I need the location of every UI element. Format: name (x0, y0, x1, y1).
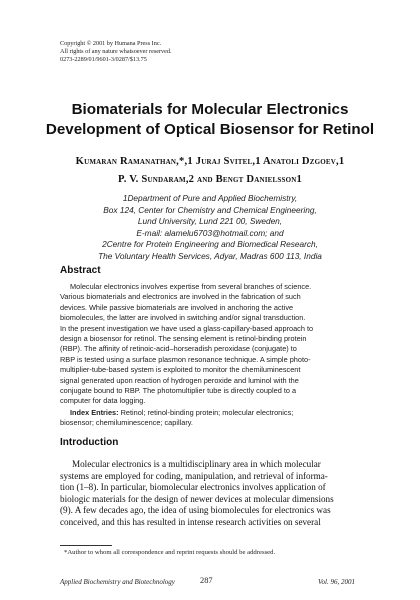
article-code: 0273-2289/01/9601-3/0287/$13.75 (60, 56, 147, 63)
copyright-line: Copyright © 2001 by Humana Press Inc. (60, 40, 162, 47)
affiliation-line: Box 124, Center for Chemistry and Chemical Engineering, (103, 204, 317, 215)
abstract-line: Various biomaterials and electronics are involved in the fabrication of such (60, 292, 301, 302)
affiliation-line: The Voluntary Health Services, Adyar, Madras 600 113, India (98, 250, 322, 261)
index-entries-text: Retinol; retinol-binding protein; molecular electronics; (118, 408, 294, 417)
intro-line: (9). A few decades ago, the idea of using biomolecules for electronics was (60, 505, 331, 516)
volume-info: Vol. 96, 2001 (318, 578, 355, 586)
abstract-line: Molecular electronics involves expertise from several branches of science. (70, 282, 312, 291)
intro-line: biologic materials for the design of newer devices at molecular dimensions (60, 493, 334, 504)
abstract-line: multiplier-tube-based system is exploited to monitor the chemiluminescent (60, 365, 301, 375)
affiliations (30, 193, 390, 263)
abstract-line: design a biosensor for retinol. The sensing element is retinol-binding protein (60, 334, 307, 344)
author-list (30, 153, 390, 189)
copyright-notice (60, 40, 320, 64)
index-entries-line-2: biosensor; chemiluminescence; capillary. (60, 418, 193, 428)
intro-line: tion (1–8). In particular, biomolecular electronics involves application of (60, 482, 326, 493)
abstract-line: biomolecules, the latter are involved in switching and/or signal transduction. (60, 313, 306, 323)
correspondence-footnote: *Author to whom all correspondence and reprint requests should be addressed. (64, 549, 276, 556)
affiliation-line: Lund University, Lund 221 00, Sweden, (137, 216, 283, 227)
title-line-1: Biomaterials for Molecular Electronics (71, 101, 349, 118)
abstract-line: In the present investigation we have used a glass-capillary-based approach to (60, 323, 314, 333)
title-line-2: Development of Optical Biosensor for Retinol (45, 121, 375, 138)
page-number: 287 (200, 576, 213, 585)
abstract-body (60, 282, 360, 407)
index-entries-line-1 (60, 408, 360, 418)
affiliation-line: 1Department of Pure and Applied Biochemistry, (122, 193, 298, 203)
abstract-line: computer for data logging. (60, 396, 146, 406)
paper-title (40, 100, 380, 140)
affiliation-email: E-mail: alamelu6703@hotmail.com; and (136, 227, 284, 238)
rights-line: All rights of any nature whatsoever reserved. (60, 48, 172, 55)
intro-line: systems are employed for coding, manipulation, and retrieval of informa- (60, 470, 328, 481)
abstract-line: devices. While passive biomaterials are involved in anchoring the active (60, 302, 294, 312)
authors-line-2: P. V. Sundaram,2 and Bengt Danielsson1 (118, 174, 302, 185)
abstract-line: RBP is tested using a surface plasmon resonance technique. A simple photo- (60, 354, 311, 364)
index-entries-label: Index Entries: (70, 408, 119, 417)
abstract-line: signal generated upon reaction of hydrogen peroxide and luminol with the (60, 375, 299, 385)
affiliation-line: 2Centre for Protein Engineering and Biomedical Research, (102, 239, 318, 250)
introduction-body (60, 459, 360, 528)
journal-name: Applied Biochemistry and Biotechnology (60, 578, 175, 586)
abstract-line: conjugate bound to RBP. The photomultiplier tube is directly coupled to a (60, 386, 297, 396)
index-entries (60, 408, 360, 429)
introduction-heading: Introduction (60, 437, 119, 448)
authors-line-1: Kumaran Ramanathan,*,1 Juraj Svitel,1 Anatoli Dzgoev,1 (75, 156, 345, 167)
intro-line: conceived, and this has resulted in intense research activities on several (60, 516, 321, 527)
intro-line: Molecular electronics is a multidisciplinary area in which molecular (72, 459, 321, 469)
abstract-line: (RBP). The affinity of retinoic-acid–horseradish peroxidase (conjugate) to (60, 344, 297, 354)
abstract-heading: Abstract (60, 265, 101, 276)
footnote-rule (60, 545, 112, 546)
